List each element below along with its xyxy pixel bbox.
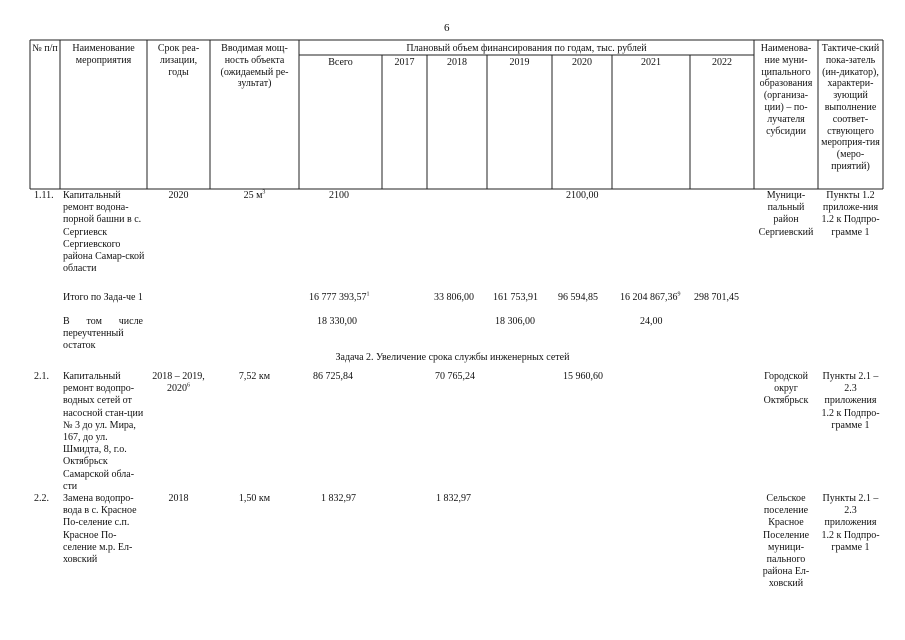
header-funding-group: Плановый объем финансирования по годам, тыс. рублей [406, 43, 647, 54]
page-number: 6 [444, 22, 450, 34]
row-2-1-total: 86 725,84 [313, 371, 353, 382]
header-recipient: Наименова-ние муни-ципального образования (организа-ции) – по-лучателя субсидии [759, 43, 813, 137]
row-1-11-indicator: Пункты 1.2 приложе-ния 1.2 к Подпро-грамме 1 [821, 190, 880, 238]
row-2-1-2018: 70 765,24 [435, 371, 475, 382]
row-2-1-recipient: Городской округ Октябрьск [763, 371, 809, 407]
task-2-title: Задача 2. Увеличение срока службы инженерных сетей [335, 352, 570, 363]
row-2-2-capacity: 1,50 км [238, 493, 271, 504]
row-2-1-term-value: 2020 [167, 383, 187, 395]
task1-total-sum-value: 16 777 393,57 [309, 292, 367, 303]
row-2-2-indicator: Пункты 2.1 – 2.3 приложения 1.2 к Подпро-грамме 1 [821, 493, 880, 553]
row-1-11-capacity-value: 25 м [243, 190, 263, 201]
task1-carryover-word-2: том [86, 316, 102, 327]
task1-carryover-word-1: В [63, 316, 70, 327]
row-1-11-recipient: Муници-пальный район Сергиевский [758, 190, 814, 238]
task1-carryover-2019: 18 306,00 [495, 316, 535, 327]
row-1-11-num: 1.11. [34, 190, 54, 201]
task1-carryover-word-3: числе [118, 316, 143, 327]
row-1-11-term: 2020 [168, 190, 189, 201]
row-2-2-num: 2.2. [34, 493, 49, 504]
task1-total-2021 [620, 292, 681, 304]
header-num: № п/п [32, 43, 58, 54]
task1-total-2022: 298 701,45 [694, 292, 739, 303]
row-2-1-num: 2.1. [34, 371, 49, 382]
header-year-2018: 2018 [447, 57, 467, 68]
header-year-2021: 2021 [641, 57, 661, 68]
header-year-2017: 2017 [394, 57, 415, 68]
task1-total-sum-sup: 1 [366, 291, 370, 298]
row-2-1-term [147, 371, 210, 395]
row-2-2-term: 2018 [168, 493, 189, 504]
task1-total-2018: 33 806,00 [434, 292, 474, 303]
row-1-11-name: Капитальный ремонт водона-порной башни в с. Сергиевск Сергиевского района Самар-ской области [63, 190, 145, 275]
row-2-1-term-sup: 6 [187, 382, 190, 389]
header-capacity: Вводимая мощ-ность объекта (ожидаемый ре-зультат) [220, 43, 289, 90]
header-name: Наименование мероприятия [72, 43, 135, 66]
header-term: Срок реа-лизации, годы [157, 43, 200, 78]
header-year-2019: 2019 [509, 57, 530, 68]
row-2-2-2018: 1 832,97 [436, 493, 471, 504]
header-year-2022: 2022 [712, 57, 732, 68]
task1-total-2021-sup: 9 [677, 291, 681, 298]
row-2-2-total: 1 832,97 [321, 493, 356, 504]
row-2-1-indicator: Пункты 2.1 – 2.3 приложения 1.2 к Подпро-грамме 1 [821, 371, 880, 431]
row-1-11-capacity-sup: 3 [262, 189, 266, 196]
task1-carryover-label-rest: переучтенный остаток [63, 328, 124, 352]
header-year-2020: 2020 [572, 57, 592, 68]
header-total: Всего [328, 57, 353, 68]
row-1-11-capacity [210, 190, 299, 202]
task1-total-label: Итого по Зада-че 1 [63, 292, 143, 303]
row-1-11-2020: 2100,00 [566, 190, 599, 201]
row-2-1-capacity: 7,52 км [238, 371, 271, 382]
row-2-1-term-line2 [147, 383, 210, 395]
header-indicator: Тактиче-ский пока-затель (ин-дикатор), характери-зующий выполнение соответ-ствующего мероприя-тия (меро-приятий) [821, 43, 880, 172]
task1-total-2020: 96 594,85 [558, 292, 598, 303]
task1-total-2021-value: 16 204 867,36 [620, 292, 678, 303]
row-2-1-term-line1: 2018 – 2019, [152, 371, 205, 382]
task1-total-2019: 161 753,91 [493, 292, 538, 303]
row-2-1-2020: 15 960,60 [563, 371, 603, 382]
row-1-11-total: 2100 [329, 190, 349, 201]
row-2-1-name: Капитальный ремонт водопро-водных сетей от насосной стан-ции № 3 до ул. Мира, 167, до ул. Шмидта, 8, г.о. Октябрьск Самарской обла-сти [63, 371, 144, 492]
task1-total-sum [309, 292, 370, 304]
task1-carryover-total: 18 330,00 [317, 316, 357, 327]
row-2-2-recipient: Сельское поселение Красное Поселение муници-пального района Ел-ховский [762, 493, 810, 590]
row-2-2-name: Замена водопро-вода в с. Красное По-селение с.п. Красное По-селение м.р. Ел-ховский [63, 493, 137, 566]
task1-carryover-2021: 24,00 [640, 316, 663, 327]
task1-carryover-label-line1 [63, 316, 143, 328]
